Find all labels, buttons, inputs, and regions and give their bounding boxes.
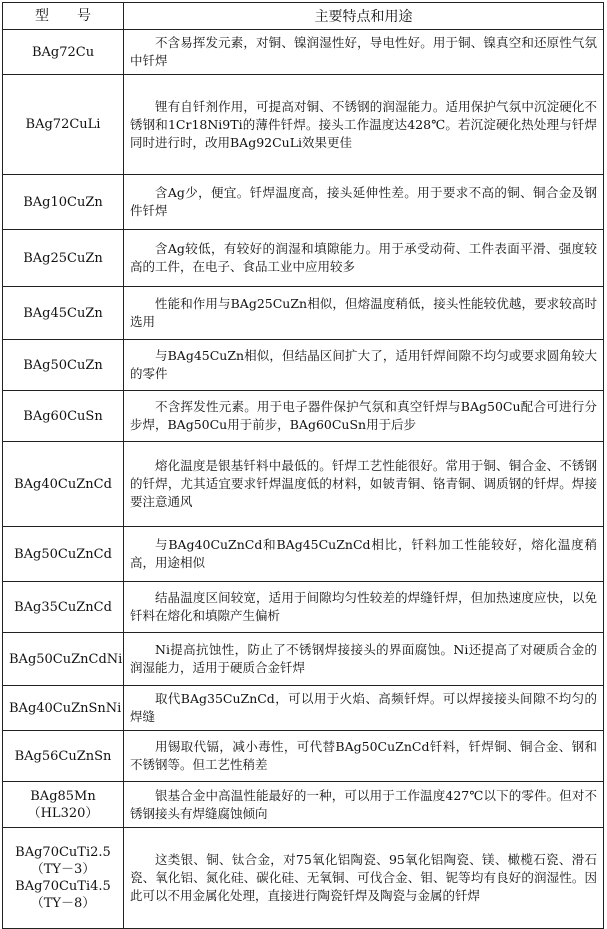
description-cell: 用锡取代镉，减小毒性，可代替BAg50CuZnCd钎料，钎焊铜、铜合金、钢和不锈钢等。但工艺性稍差 <box>124 731 604 782</box>
description-cell: 这类银、铜、钛合金，对75氧化铝陶瓷、95氧化铝陶瓷、镁、橄榄石瓷、滑石瓷、氧化铝、氮化硅、碳化硅、无氧铜、可伐合金、钼、铌等均有良好的润湿性。因此可以不用金属化处理，直接进行陶瓷钎焊及陶瓷与金属的钎焊 <box>124 828 604 929</box>
table-row <box>3 287 604 340</box>
model-name: BAg40CuZnSnNi <box>9 700 122 716</box>
description-cell: 含Ag少，便宜。钎焊温度高，接头延伸性差。用于要求不高的铜、铜合金及钢件钎焊 <box>124 175 604 230</box>
alloy-spec-table <box>2 2 604 929</box>
table-row <box>3 442 604 527</box>
model-cell <box>3 686 124 731</box>
table-row <box>3 731 604 782</box>
model-name: BAg70CuTi4.5 <box>15 879 111 894</box>
model-name: BAg10CuZn <box>23 194 103 210</box>
description-cell: 结晶温度区间较宽，适用于间隙均匀性较差的焊缝钎焊，但加热速度应快，以免钎料在熔化和填隙产生偏析 <box>124 582 604 633</box>
description-cell: 与BAg40CuZnCd和BAg45CuZnCd相比，钎料加工性能较好，熔化温度稍高，用途相似 <box>124 527 604 582</box>
model-name: BAg50CuZnCdNi <box>9 651 123 667</box>
table-row <box>3 230 604 287</box>
table-row <box>3 527 604 582</box>
description-cell: 取代BAg35CuZnCd，可以用于火焰、高频钎焊。可以焊接接头间隙不均匀的焊缝 <box>124 686 604 731</box>
model-cell <box>3 175 124 230</box>
model-name: BAg56CuZnSn <box>14 748 112 764</box>
description-cell: 银基合金中高温性能最好的一种，可以用于工作温度427℃以下的零件。但对不锈钢接头有焊缝腐蚀倾向 <box>124 782 604 828</box>
table-row <box>3 633 604 686</box>
table-body <box>3 30 604 929</box>
table-row <box>3 175 604 230</box>
header-model: 型 号 <box>3 3 124 30</box>
model-cell <box>3 633 124 686</box>
description-cell: 性能和作用与BAg25CuZn相似，但熔温度稍低，接头性能较优越，要求较高时选用 <box>124 287 604 340</box>
model-cell <box>3 30 124 75</box>
header-desc: 主要特点和用途 <box>124 3 604 30</box>
model-name: BAg35CuZnCd <box>14 599 112 615</box>
description-cell: 不含挥发性元素。用于电子器件保护气氛和真空钎焊与BAg50Cu配合可进行分步焊，BAg50Cu用于前步，BAg60CuSn用于后步 <box>124 391 604 442</box>
model-name: （TY－3） <box>30 862 96 877</box>
model-name: BAg40CuZnCd <box>14 476 112 492</box>
table-row <box>3 828 604 929</box>
model-name: BAg50CuZn <box>23 357 103 373</box>
model-name: BAg45CuZn <box>23 305 103 321</box>
table-row <box>3 391 604 442</box>
model-name: BAg72CuLi <box>25 117 101 132</box>
table-row <box>3 340 604 391</box>
model-cell <box>3 828 124 929</box>
table-row <box>3 782 604 828</box>
model-name: （HL320） <box>27 805 99 821</box>
model-name: BAg50CuZnCd <box>14 546 112 562</box>
model-cell <box>3 527 124 582</box>
description-cell: Ni提高抗蚀性，防止了不锈钢焊接接头的界面腐蚀。Ni还提高了对硬质合金的润湿能力，适用于硬质合金钎焊 <box>124 633 604 686</box>
table-header-row <box>3 3 604 30</box>
table-row <box>3 75 604 175</box>
model-name: （TY－8） <box>30 896 96 911</box>
model-name: BAg25CuZn <box>23 250 103 266</box>
description-cell: 不含易挥发元素，对铜、镍润湿性好，导电性好。用于铜、镍真空和还原性气氛中钎焊 <box>124 30 604 75</box>
table-row <box>3 686 604 731</box>
table-row <box>3 30 604 75</box>
description-cell: 熔化温度是银基钎料中最低的。钎焊工艺性能很好。常用于铜、铜合金、不锈钢的钎焊，尤其适宜要求钎焊温度低的材料，如铍青铜、铬青铜、调质钢的钎焊。焊接要注意通风 <box>124 442 604 527</box>
model-name: BAg85Mn <box>30 788 96 804</box>
model-cell <box>3 340 124 391</box>
model-cell <box>3 582 124 633</box>
model-cell <box>3 287 124 340</box>
model-cell <box>3 442 124 527</box>
model-name: BAg72Cu <box>31 44 95 60</box>
model-cell <box>3 75 124 175</box>
model-name: BAg70CuTi2.5 <box>15 845 111 860</box>
model-cell <box>3 782 124 828</box>
model-name: BAg60CuSn <box>23 408 103 424</box>
description-cell: 锂有自钎剂作用，可提高对铜、不锈钢的润湿能力。适用保护气氛中沉淀硬化不锈钢和1Cr18Ni9Ti的薄件钎焊。接头工作温度达428℃。若沉淀硬化热处理与钎焊同时进行时，改用BAg92CuLi效果更佳 <box>124 75 604 175</box>
table-row <box>3 582 604 633</box>
description-cell: 与BAg45CuZn相似，但结晶区间扩大了，适用钎焊间隙不均匀或要求圆角较大的零件 <box>124 340 604 391</box>
model-cell <box>3 731 124 782</box>
model-cell <box>3 230 124 287</box>
model-cell <box>3 391 124 442</box>
description-cell: 含Ag较低，有较好的润湿和填隙能力。用于承受动荷、工件表面平滑、强度较高的工件，在电子、食品工业中应用较多 <box>124 230 604 287</box>
